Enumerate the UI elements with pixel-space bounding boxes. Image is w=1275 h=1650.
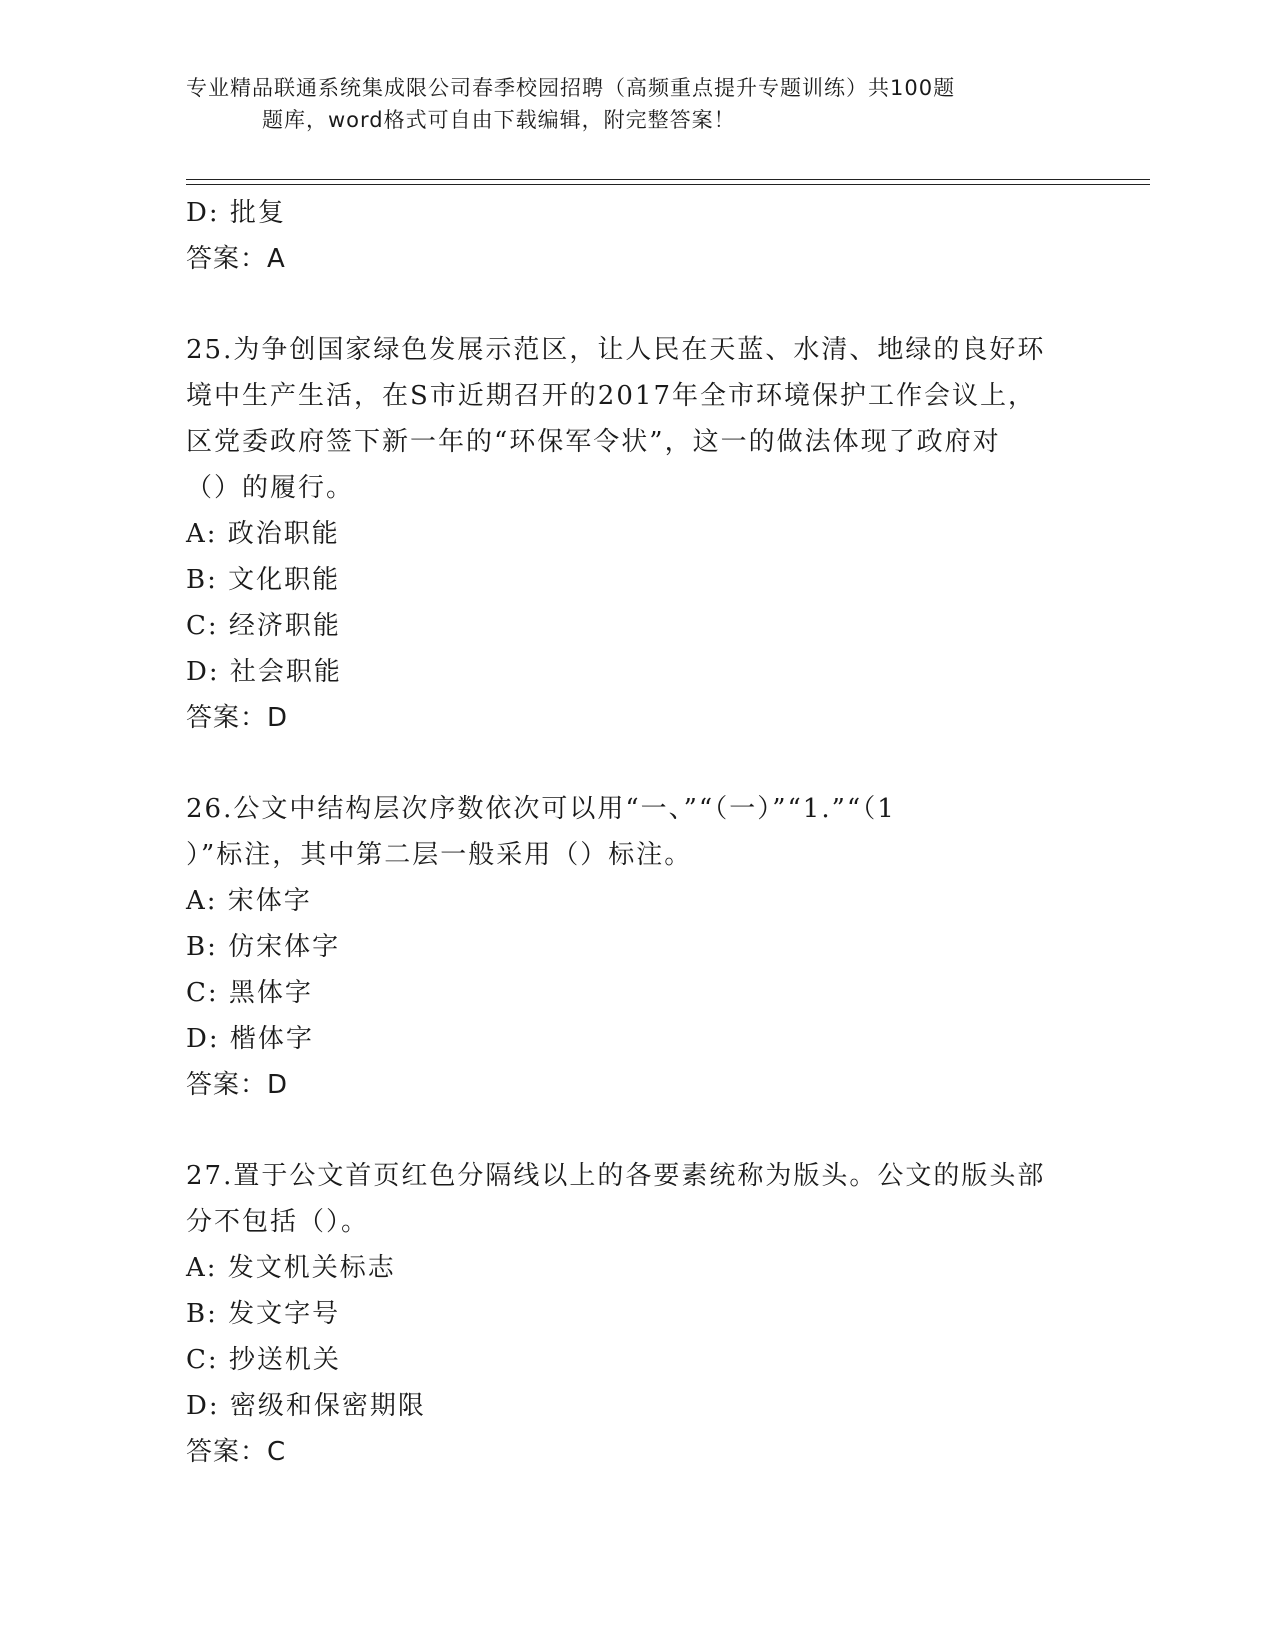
question-stem-line: ）”标注，其中第二层一般采用（）标注。 <box>186 840 693 870</box>
option-a: A: 宋体字 <box>186 886 312 916</box>
question-26 <box>186 786 1086 1108</box>
document-body <box>186 190 1086 1475</box>
option-c: C: 抄送机关 <box>186 1345 341 1375</box>
question-25 <box>186 327 1086 741</box>
header-title-line-2: 题库，word格式可自由下载编辑，附完整答案！ <box>262 108 736 132</box>
option-c: C: 经济职能 <box>186 611 341 641</box>
option-a: A: 政治职能 <box>186 519 340 549</box>
document-header <box>186 72 1086 136</box>
prev-question-option-d: D: 批复 <box>186 198 286 228</box>
option-b: B: 发文字号 <box>186 1299 341 1329</box>
question-stem-line: （）的履行。 <box>186 473 355 503</box>
question-stem-line: 26.公文中结构层次序数依次可以用“一、”“（一）”“1.”“（1 <box>186 794 896 824</box>
spacer <box>186 282 1086 327</box>
prev-question-answer: 答案：A <box>186 244 286 274</box>
option-d: D: 社会职能 <box>186 657 342 687</box>
question-stem-line: 区党委政府签下新一年的“环保军令状”，这一的做法体现了政府对 <box>186 427 1001 457</box>
header-title-line-1: 专业精品联通系统集成限公司春季校园招聘（高频重点提升专题训练）共100题 <box>186 76 956 100</box>
answer: 答案：C <box>186 1437 287 1467</box>
option-c: C: 黑体字 <box>186 978 313 1008</box>
question-stem-line: 分不包括（）。 <box>186 1207 370 1237</box>
header-divider-top <box>186 179 1150 180</box>
option-b: B: 文化职能 <box>186 565 341 595</box>
question-stem-line: 27.置于公文首页红色分隔线以上的各要素统称为版头。公文的版头部 <box>186 1161 1046 1191</box>
question-stem-line: 境中生产生活，在S市近期召开的2017年全市环境保护工作会议上， <box>186 381 1036 411</box>
answer: 答案：D <box>186 703 289 733</box>
option-a: A: 发文机关标志 <box>186 1253 396 1283</box>
question-stem-line: 25.为争创国家绿色发展示范区，让人民在天蓝、水清、地绿的良好环 <box>186 335 1046 365</box>
answer: 答案：D <box>186 1070 289 1100</box>
question-27 <box>186 1153 1086 1475</box>
option-d: D: 楷体字 <box>186 1024 314 1054</box>
option-d: D: 密级和保密期限 <box>186 1391 426 1421</box>
spacer <box>186 741 1086 786</box>
spacer <box>186 1108 1086 1153</box>
option-b: B: 仿宋体字 <box>186 932 341 962</box>
header-divider-bottom <box>186 184 1150 185</box>
